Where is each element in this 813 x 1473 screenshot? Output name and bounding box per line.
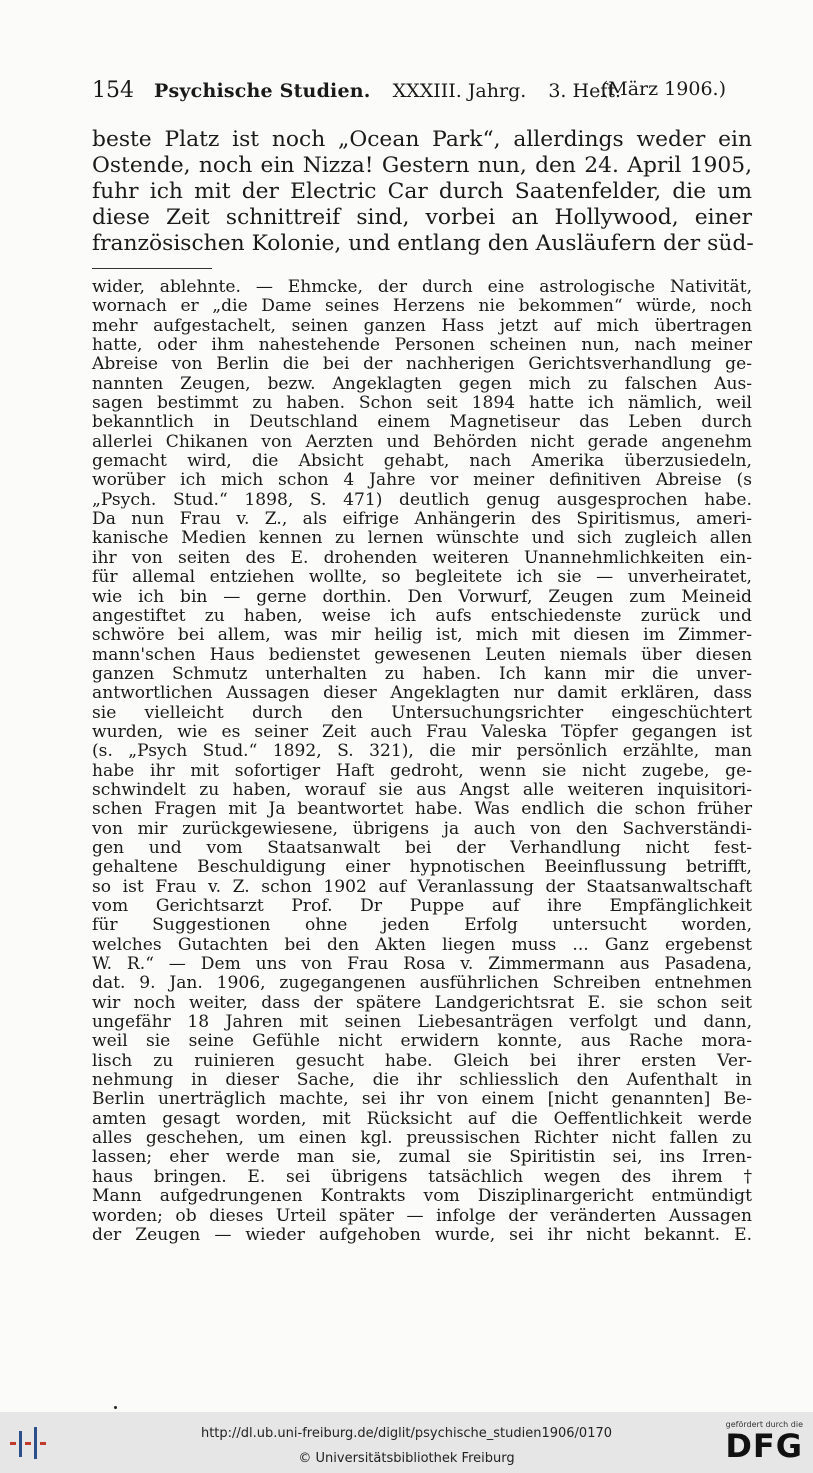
text-line: alles geschehen, um einen kgl. preussischen Richter nicht fallen zu — [92, 1128, 752, 1149]
text-line: vom Gerichtsarzt Prof. Dr Puppe auf ihre Empfänglichkeit — [92, 896, 752, 916]
text-line: nannten Zeugen, bezw. Angeklagten gegen mich zu falschen Aus- — [92, 373, 752, 394]
running-title: Psychische Studien. — [154, 80, 371, 102]
text-line: sie vielleicht durch den Untersuchungsrichter eingeschüchtert — [92, 702, 752, 723]
text-line: Abreise von Berlin die bei der nachherigen Gerichtsverhandlung ge- — [92, 354, 752, 375]
text-line: wie ich bin — gerne dorthin. Den Vorwurf, Zeugen zum Meineid — [92, 586, 752, 607]
text-line: fuhr ich mit der Electric Car durch Saatenfelder, die um — [92, 179, 752, 204]
text-line: schwindelt zu haben, worauf sie aus Angst alle weiteren inquisitori- — [92, 779, 752, 800]
text-line: Da nun Frau v. Z., als eifrige Anhängerin des Spiritismus, ameri- — [92, 509, 752, 530]
text-line: von mir zurückgewiesene, übrigens ja auch von den Sachverständi- — [92, 818, 752, 839]
running-header — [92, 78, 752, 103]
text-line: (s. „Psych Stud.“ 1892, S. 321), die mir persönlich erzählte, man — [92, 741, 752, 762]
text-line: bekanntlich in Deutschland einem Magnetiseur das Leben durch — [92, 412, 752, 433]
text-line: Mann aufgedrungenen Kontrakts vom Disziplinargericht entmündigt — [92, 1186, 752, 1207]
issue-date: (März 1906.) — [600, 78, 726, 100]
text-line: nehmung in dieser Sache, die ihr schliesslich den Aufenthalt in — [92, 1070, 752, 1091]
text-line: ganzen Schmutz unterhalten zu haben. Ich kann mir die unver- — [92, 663, 752, 684]
text-line: welches Gutachten bei den Akten liegen muss ... Ganz ergebenst — [92, 934, 752, 955]
text-line: ungefähr 18 Jahren mit seinen Liebesanträgen verfolgt und dann, — [92, 1012, 752, 1033]
text-line: mehr aufgestachelt, seinen ganzen Hass jetzt auf mich übertragen — [92, 315, 752, 336]
dfg-logo — [713, 1420, 803, 1468]
text-line: lisch zu ruinieren gesucht habe. Gleich bei ihrer ersten Ver- — [92, 1050, 752, 1071]
viewer-footer — [0, 1412, 813, 1473]
text-line: habe ihr mit sofortiger Haft gedroht, wenn sie nicht zugebe, ge- — [92, 760, 752, 781]
text-line: wider, ablehnte. — Ehmcke, der durch eine astrologische Nativität, — [92, 277, 752, 297]
text-line: ihr von seiten des E. drohenden weiteren Unannehmlichkeiten ein- — [92, 547, 752, 568]
text-line: weil sie seine Gefühle nicht erwidern konnte, aus Rache mora- — [92, 1031, 752, 1052]
text-line: für allemal entziehen wollte, so begleitete ich sie — unverheiratet, — [92, 567, 752, 588]
text-line: kanische Medien kennen zu lernen wünschte und sich zugleich allen — [92, 528, 752, 549]
text-line: Ostende, noch ein Nizza! Gestern nun, den 24. April 1905, — [92, 153, 752, 178]
text-line: der Zeugen — wieder aufgehoben wurde, sei ihr nicht bekannt. E. — [92, 1224, 752, 1245]
text-line: hatte, oder ihm nahestehende Personen scheinen nun, nach meiner — [92, 335, 752, 356]
text-line: W. R.“ — Dem uns von Frau Rosa v. Zimmermann aus Pasadena, — [92, 954, 752, 975]
text-line: schen Fragen mit Ja beantwortet habe. Was endlich die schon früher — [92, 799, 752, 820]
text-line: wornach er „die Dame seines Herzens nie bekommen“ würde, noch — [92, 296, 752, 317]
text-line: Berlin unerträglich machte, sei ihr von einem [nicht genannten] Be- — [92, 1089, 752, 1110]
footnote-text — [92, 278, 752, 1245]
text-line: schwöre bei allem, was mir heilig ist, mich mit diesen im Zimmer- — [92, 625, 752, 646]
text-line: gen und vom Staatsanwalt bei der Verhandlung nicht fest- — [92, 837, 752, 858]
text-line: französischen Kolonie, und entlang den Ausläufern der süd- — [92, 231, 754, 256]
text-line: sagen bestimmt zu haben. Schon seit 1894 hatte ich nämlich, weil — [92, 393, 752, 414]
text-line: allerlei Chikanen von Aerzten und Behörden nicht gerade angenehm — [92, 431, 752, 452]
dfg-tagline: gefördert durch die — [725, 1420, 803, 1429]
text-line: gehaltene Beschuldigung einer hypnotischen Beeinflussung betrifft, — [92, 857, 752, 878]
text-line: gemacht wird, die Absicht gehabt, nach Amerika überzusiedeln, — [92, 451, 752, 472]
text-line: wir noch weiter, dass der spätere Landgerichtsrat E. sie schon seit — [92, 992, 752, 1013]
text-line: worüber ich mich schon 4 Jahre vor meiner definitiven Abreise (s — [92, 470, 752, 491]
text-line: beste Platz ist noch „Ocean Park“, allerdings weder ein — [92, 127, 752, 152]
footnote-rule — [92, 268, 212, 269]
text-line: „Psych. Stud.“ 1898, S. 471) deutlich genug ausgesprochen habe. — [92, 489, 752, 510]
text-line: dat. 9. Jan. 1906, zugegangenen ausführlichen Schreiben entnehmen — [92, 973, 752, 994]
text-line: lassen; eher werde man sie, zumal sie Spiritistin sei, ins Irren- — [92, 1147, 752, 1168]
text-line: so ist Frau v. Z. schon 1902 auf Veranlassung der Staatsanwaltschaft — [92, 876, 752, 897]
issue-label: 3. Heft. — [548, 80, 622, 102]
copyright-notice: © Universitätsbibliothek Freiburg — [298, 1451, 515, 1466]
volume-label: XXXIII. Jahrg. — [392, 80, 527, 102]
speck-mark — [114, 1406, 117, 1409]
text-line: angestiftet zu haben, weise ich aufs entschiedenste zurück und — [92, 605, 752, 626]
text-line: mann'schen Haus bedienstet gewesenen Leuten niemals über diesen — [92, 644, 752, 665]
source-url-link[interactable]: http://dl.ub.uni-freiburg.de/diglit/psychische_studien1906/0170 — [200, 1426, 613, 1441]
dfg-logo-text: DFG — [725, 1427, 803, 1465]
text-line: für Suggestionen ohne jeden Erfolg untersucht worden, — [92, 915, 752, 936]
page-number: 154 — [92, 78, 134, 103]
text-line: amten gesagt worden, mit Rücksicht auf die Oeffentlichkeit werde — [92, 1108, 752, 1129]
text-line: wurden, wie es seiner Zeit auch Frau Valeska Töpfer gegangen ist — [92, 721, 752, 742]
text-line: antwortlichen Aussagen dieser Angeklagten nur damit erklären, dass — [92, 683, 752, 704]
main-text — [92, 127, 752, 257]
text-line: worden; ob dieses Urteil später — infolge der veränderten Aussagen — [92, 1205, 752, 1226]
text-line: diese Zeit schnittreif sind, vorbei an Hollywood, einer — [92, 205, 752, 230]
text-line: haus bringen. E. sei übrigens tatsächlich wegen des ihrem † — [92, 1166, 752, 1187]
